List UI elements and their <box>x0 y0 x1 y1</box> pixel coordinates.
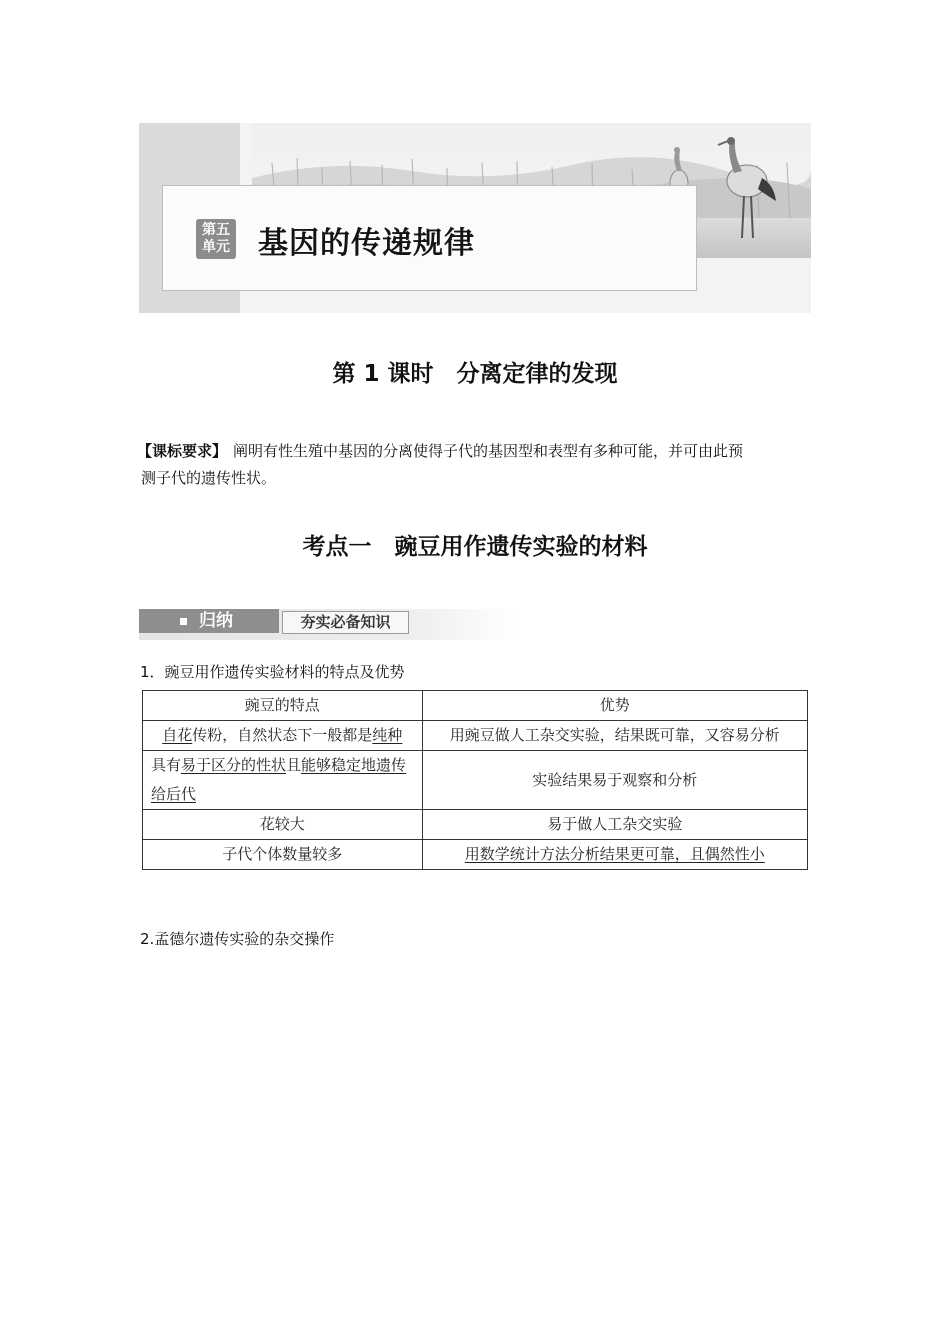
feature-cell: 子代个体数量较多 <box>143 840 423 870</box>
advantage-cell: 实验结果易于观察和分析 <box>422 751 807 810</box>
banner-title-card <box>162 185 697 291</box>
unit-banner <box>139 123 811 313</box>
table-header-cell: 豌豆的特点 <box>143 691 423 721</box>
table-row <box>143 810 808 840</box>
unit-badge-line1: 第五 <box>202 222 230 238</box>
requirement-text-line1: 阐明有性生殖中基因的分离使得子代的基因型和表型有多种可能，并可由此预 <box>233 442 744 460</box>
table-header-cell: 优势 <box>422 691 807 721</box>
advantage-cell: 用豌豆做人工杂交实验，结果既可靠，又容易分析 <box>422 721 807 751</box>
underlined-answer: 能够稳定地遗传给后代 <box>151 756 407 803</box>
summary-tag-bar <box>139 609 517 640</box>
table-row <box>143 751 808 810</box>
square-bullet-icon <box>180 618 187 625</box>
tag-summary <box>139 609 279 633</box>
table-header-row <box>143 691 808 721</box>
unit-badge-line2: 单元 <box>202 239 230 255</box>
feature-cell: 花较大 <box>143 810 423 840</box>
unit-badge <box>196 219 236 259</box>
requirement-label: 【课标要求】 <box>137 442 228 460</box>
feature-text: 具有 <box>151 756 182 774</box>
feature-text: 且 <box>286 756 302 774</box>
advantage-cell <box>422 840 807 870</box>
table-row <box>143 721 808 751</box>
underlined-answer: 易于区分的性状 <box>181 756 287 774</box>
underlined-answer: 自花 <box>162 726 193 744</box>
lesson-title: 第 1 课时 分离定律的发现 <box>332 361 618 387</box>
feature-cell <box>143 721 423 751</box>
feature-cell <box>143 751 423 810</box>
curriculum-requirement <box>137 438 813 492</box>
advantage-cell: 易于做人工杂交实验 <box>422 810 807 840</box>
pea-features-table <box>142 690 808 870</box>
unit-title: 基因的传递规律 <box>258 226 475 261</box>
underlined-answer: 纯种 <box>372 726 403 744</box>
section-title: 考点一 豌豆用作遗传实验的材料 <box>302 534 648 560</box>
item2-heading: 2.孟德尔遗传实验的杂交操作 <box>140 930 335 948</box>
tag-summary-label: 归纳 <box>199 611 233 631</box>
item1-heading: 1．豌豆用作遗传实验材料的特点及优势 <box>140 663 405 681</box>
requirement-text-line2: 测子代的遗传性状。 <box>141 469 277 487</box>
table-row <box>143 840 808 870</box>
tag-knowledge: 夯实必备知识 <box>282 611 409 634</box>
feature-text: 传粉，自然状态下一般都是 <box>192 726 373 744</box>
underlined-answer: 用数学统计方法分析结果更可靠，且偶然性小 <box>464 845 765 863</box>
